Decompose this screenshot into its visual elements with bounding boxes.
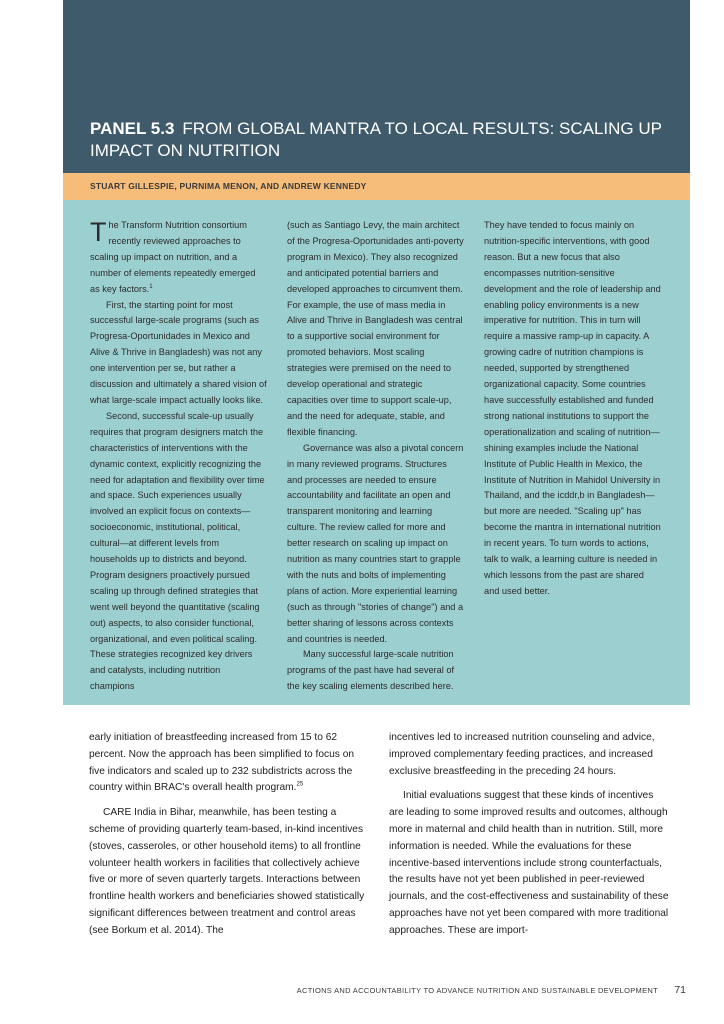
panel-paragraph: First, the starting point for most successful large-scale programs (such as Progresa-Oportunidades in Mexico and Alive & Thrive in Bangladesh) was not any one intervention per se, but rather a discussion and ultimately a shared vision of what large-scale impact actually looks like. [90,299,267,405]
page-number: 71 [674,984,686,996]
panel-column-2 [287,218,464,695]
panel-column-1 [90,218,267,695]
panel-number: PANEL 5.3 [90,119,175,138]
author-bar [63,173,690,200]
panel-paragraph: Second, successful scale-up usually requires that program designers match the characteristics of interventions with the dynamic context, explicitly recognizing the need for adaptation and flexibility over time and space. Such experiences usually involved an explicit focus on contexts—socioeconomic, institutional, political, cultural—at different levels from households up to districts and beyond. Program designers proactively pursued scaling up through defined strategies that went well beyond the quantitative (scaling out) aspects, to also consider functional, organizational, and even political scaling. These strategies recognized key drivers and catalysts, including nutrition champions [90,410,265,692]
panel-header [63,0,690,173]
panel-authors: STUART GILLESPIE, PURNIMA MENON, AND ANDREW KENNEDY [90,181,367,191]
panel-paragraph: Governance was also a pivotal concern in many reviewed programs. Structures and processes are needed to ensure accountability and facilitate an open and transparent monitoring and learning culture. The review called for more and better research on scaling up impact on nutrition as many countries start to grapple with the nuts and bolts of implementing plans of action. More experiential learning (such as through "stories of change") and a better sharing of lessons across contexts and countries is needed. [287,442,464,644]
panel-column-3 [484,218,661,600]
page-footer [0,985,724,999]
panel-paragraph [90,218,267,298]
running-footer: ACTIONS AND ACCOUNTABILITY TO ADVANCE NUTRITION AND SUSTAINABLE DEVELOPMENT [296,986,658,995]
panel-paragraph: Many successful large-scale nutrition programs of the past have had several of the key scaling elements described here. [287,649,455,692]
paragraph-text: The Transform Nutrition consortium recently reviewed approaches to scaling up impact on nutrition, and a number of elements repeatedly emerged as key factors. [90,217,256,294]
panel-title [90,118,680,162]
body-column-left [89,730,369,948]
panel-title-text: FROM GLOBAL MANTRA TO LOCAL RESULTS: SCALING UP IMPACT ON NUTRITION [90,119,662,160]
body-paragraph: Initial evaluations suggest that these kinds of incentives are leading to some improved results and outcomes, although more in maternal and child health than in nutrition. Still, more information is needed. While the evaluations for these incentive-based interventions include strong counterfactuals, the results have not yet been published in peer-reviewed journals, and the cost-effectiveness and sustainability of these approaches have not yet been compared with more traditional approaches. These are import- [389,790,669,936]
panel-paragraph: They have tended to focus mainly on nutrition-specific interventions, with good reason. But a new focus that also encompasses nutrition-sensitive development and the role of leadership and enabling policy environments is a new imperative for nutrition. This in turn will require a massive ramp-up in capacity. A growing cadre of nutrition champions is needed, supported by strengthened organizational capacity. Some countries have successfully established and funded strong national institutions to support the operationalization and scaling of nutrition—shining examples include the National Institute of Public Health in Mexico, the Institute of Nutrition in Mahidol University in Thailand, and the icddr,b in Bangladesh—but more are needed. "Scaling up" has become the mantra in international nutrition in recent years. To turn words to actions, talk to walk, a learning culture is needed in which lessons from the past are shared and used better. [484,220,661,596]
body-paragraph: incentives led to increased nutrition counseling and advice, improved complementary feeding practices, and increased exclusive breastfeeding in the preceding 24 hours. [389,732,655,777]
paragraph-text: early initiation of breastfeeding increased from 15 to 62 percent. Now the approach has been simplified to focus on five indicators and scaled up to 232 subdistricts across the country within BRAC's overall health program. [89,732,355,794]
body-paragraph [89,730,369,797]
panel-box [63,0,690,705]
panel-paragraph: (such as Santiago Levy, the main architect of the Progresa-Oportunidades anti-poverty program in Mexico). They also recognized and anticipated potential barriers and developed approaches to circumvent them. For example, the use of mass media in Alive and Thrive in Bangladesh was central to a supportive social environment for promoted behaviors. Most scaling strategies were premised on the need to develop operational and strategic capacities over time to support scale-up, and the need for adequate, stable, and flexible financing. [287,220,464,437]
body-paragraph: CARE India in Bihar, meanwhile, has been testing a scheme of providing quarterly team-based, in-kind incentives (stoves, casseroles, or other household items) to all frontline volunteer health workers in facilities that collectively achieve five or more of seven quarterly targets. Interactions between frontline health workers and beneficiaries showed statistically significant differences between treatment and control areas (see Borkum et al. 2014). The [89,807,365,936]
footnote-ref: 25 [296,782,304,788]
body-column-right [389,730,669,948]
footnote-ref: 1 [149,283,153,290]
